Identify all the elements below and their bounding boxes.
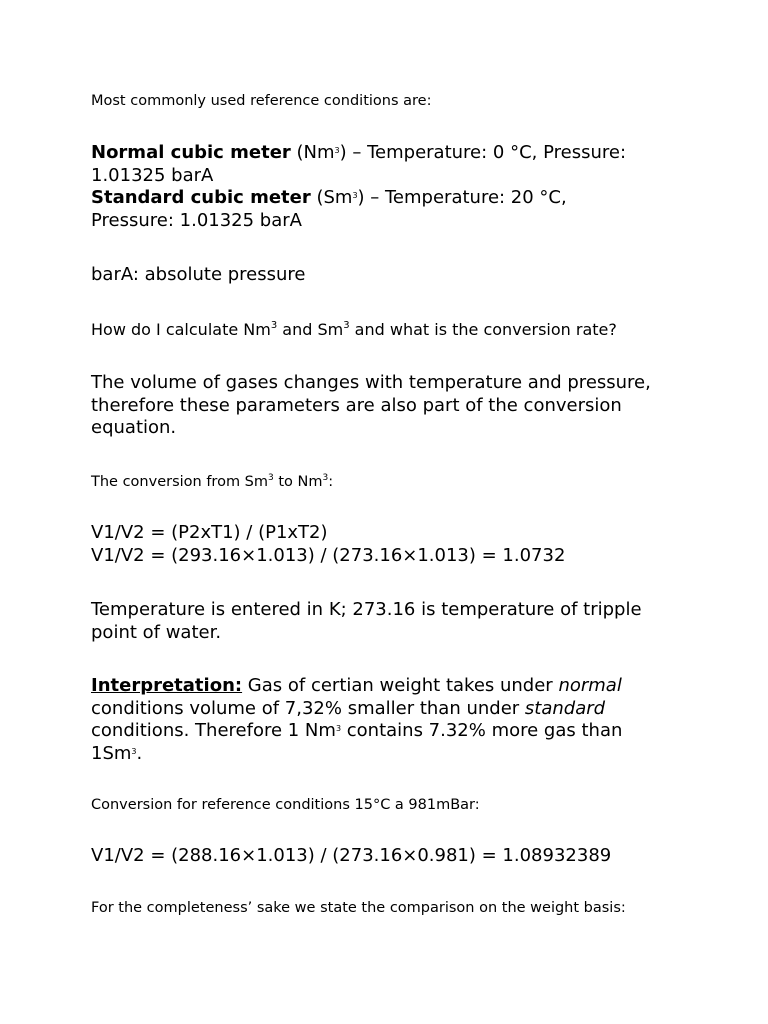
conversion-heading (91, 473, 691, 491)
normal-unit-open: (Nm (296, 142, 335, 163)
interpretation-text-1: Gas of certian weight takes under (242, 675, 559, 696)
bara-definition: barA: absolute pressure (91, 264, 306, 285)
question-text-2: and Sm (277, 320, 344, 339)
intro-paragraph: Most commonly used reference conditions are: (91, 93, 432, 109)
normal-rest: ) – Temperature: 0 °C, Pressure: 1.01325 barA (91, 142, 627, 186)
temperature-note: Temperature is entered in K; 273.16 is temperature of tripple point of water. (91, 599, 642, 643)
reference-conditions-15c: Conversion for reference conditions 15°C a 981mBar: (91, 797, 480, 813)
normal-unit-sup: 3 (334, 146, 340, 155)
standard-rest: ) – Temperature: 20 °C, Pressure: 1.01325 barA (91, 187, 567, 231)
completeness-paragraph: For the completeness’ sake we state the comparison on the weight basis: (91, 900, 626, 916)
interpretation-text-4: contains 7.32% more gas than 1Sm (91, 720, 623, 764)
volume-paragraph: The volume of gases changes with temperature and pressure, therefore these parameters are also part of the conversion equation. (91, 372, 651, 438)
equation-3: V1/V2 = (288.16×1.013) / (273.16×0.981) = 1.08932389 (91, 845, 612, 866)
standard-unit-open: (Sm (316, 187, 353, 208)
interpretation-sup-2: 3 (131, 746, 137, 756)
interpretation-sup-1: 3 (335, 724, 342, 733)
interpretation-em-normal: normal (558, 675, 622, 696)
question-paragraph (91, 320, 711, 340)
question-text-3: and what is the conversion rate? (349, 320, 617, 339)
standard-unit-sup: 3 (352, 191, 358, 200)
conversion-sup-1: 3 (268, 473, 274, 483)
normal-cubic-meter-definition (91, 142, 681, 187)
interpretation-em-standard: standard (524, 697, 606, 719)
interpretation-paragraph (91, 675, 666, 765)
interpretation-label: Interpretation: (91, 675, 243, 696)
equation-2: V1/V2 = (293.16×1.013) / (273.16×1.013) = 1.0732 (91, 545, 566, 566)
conversion-text-3: : (328, 474, 334, 490)
conversion-sup-2: 3 (322, 473, 329, 483)
question-text-1: How do I calculate Nm (91, 320, 271, 339)
equation-1: V1/V2 = (P2xT1) / (P1xT2) (91, 522, 328, 543)
question-sup-1: 3 (270, 320, 278, 331)
question-sup-2: 3 (343, 320, 350, 331)
interpretation-text-5: . (136, 742, 143, 764)
interpretation-text-3: conditions. Therefore 1 Nm (91, 720, 336, 741)
standard-cubic-meter-term: Standard cubic meter (91, 187, 311, 208)
interpretation-text-2: conditions volume of 7,32% smaller than under (91, 697, 525, 719)
normal-cubic-meter-term: Normal cubic meter (91, 142, 291, 163)
standard-cubic-meter-definition (91, 187, 651, 232)
conversion-text-1: The conversion from Sm (91, 474, 269, 490)
conversion-text-2: to Nm (273, 474, 323, 490)
